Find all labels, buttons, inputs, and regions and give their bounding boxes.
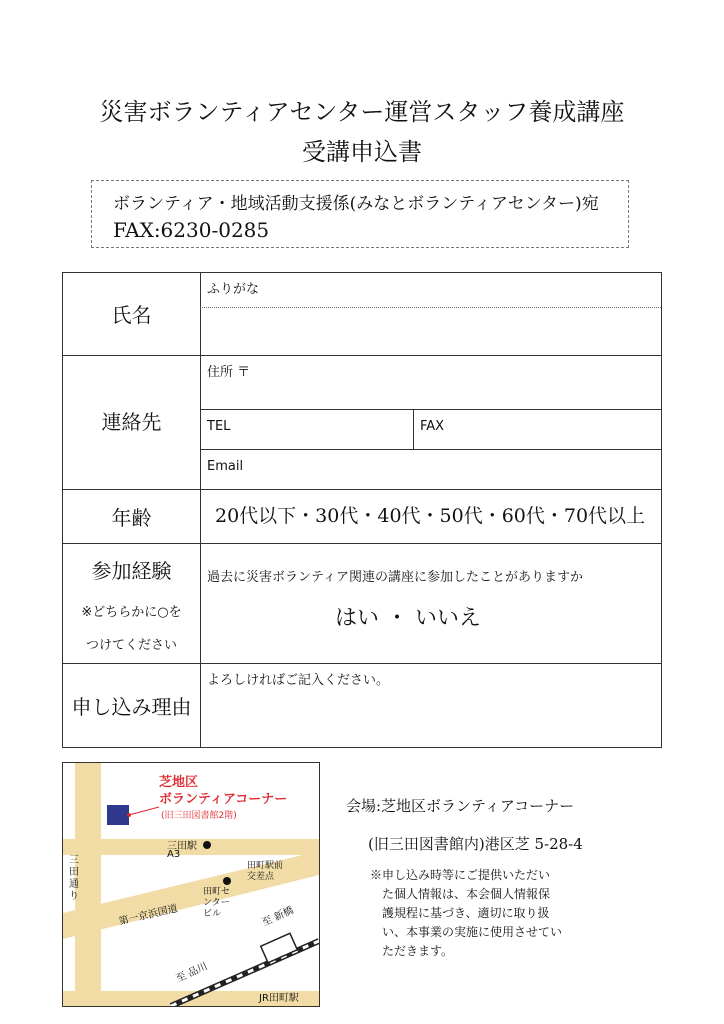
age-label: 年齢 [111,506,152,530]
map-label-mita-station: 三田駅 [167,841,197,852]
map-label-mita-street: 三田通り [69,855,79,902]
furigana-field[interactable] [201,274,661,306]
fax-field[interactable] [414,410,661,448]
privacy-note [370,866,610,961]
experience-answer-options[interactable]: はい ・ いいえ [335,606,481,631]
map-label-to-shinbashi: 至 新橋 [260,905,296,929]
application-form [62,272,662,748]
map-label-to-shinagawa: 至 品川 [174,961,210,985]
tel-label: TEL [207,419,231,434]
reason-field[interactable] [201,685,661,747]
destination-box [91,180,629,248]
privacy-note-line: い、本事業の実施に使用させてい [382,925,563,939]
venue-address: (旧三田図書館内)港区芝 5-28-4 [368,835,583,853]
experience-question: 過去に災害ボランティア関連の講座に参加したことがありますか [207,570,583,585]
reason-hint: よろしければご記入ください。 [207,673,390,688]
map-label-jr-tamachi: JR田町駅 [259,993,299,1004]
address-label: 住所 〒 [207,365,251,380]
form-subtitle: 受講申込書 [302,138,422,166]
experience-note-1: ※どちらかに○を [81,605,182,620]
destination-fax: FAX:6230-0285 [113,218,270,242]
map-subtitle: (旧三田図書館2階) [161,811,237,821]
email-label: Email [207,459,244,474]
form-title: 災害ボランティアセンター運営スタッフ養成講座 [99,98,625,126]
experience-note-2: つけてください [85,638,177,653]
privacy-note-line: 護規程に基づき、適切に取り扱 [382,906,550,920]
map-label-daiichi-keihin: 第一京浜国道 [117,903,179,928]
age-options[interactable]: 20代以下・30代・40代・50代・60代・70代以上 [215,505,646,527]
experience-label: 参加経験 [91,559,172,583]
email-field[interactable] [201,450,661,488]
map-title-line1: 芝地区 [159,775,199,790]
map-label-exit: A3 [167,849,181,860]
privacy-note-line: ※申し込み時等にご提供いただい [370,868,551,882]
access-map [62,762,320,1007]
tel-field[interactable] [201,410,412,448]
destination-recipient: ボランティア・地域活動支援係(みなとボランティアセンター)宛 [113,194,599,214]
address-field[interactable] [201,356,661,408]
venue-name: 会場:芝地区ボランティアコーナー [346,797,575,815]
map-label-tamachi-crossing: 田町駅前交差点 [247,861,284,882]
privacy-note-line: ただきます。 [382,944,454,958]
reason-label: 申し込み理由 [71,695,192,719]
map-title-line2: ボランティアコーナー [159,792,288,807]
name-label: 氏名 [111,303,152,327]
map-label-tamachi-center: 田町センタービル [203,887,231,919]
fax-label: FAX [420,419,445,434]
privacy-note-line: た個人情報は、本会個人情報保 [382,887,551,901]
furigana-label: ふりがな [207,282,260,297]
name-field[interactable] [201,308,661,354]
contact-label: 連絡先 [101,410,162,434]
